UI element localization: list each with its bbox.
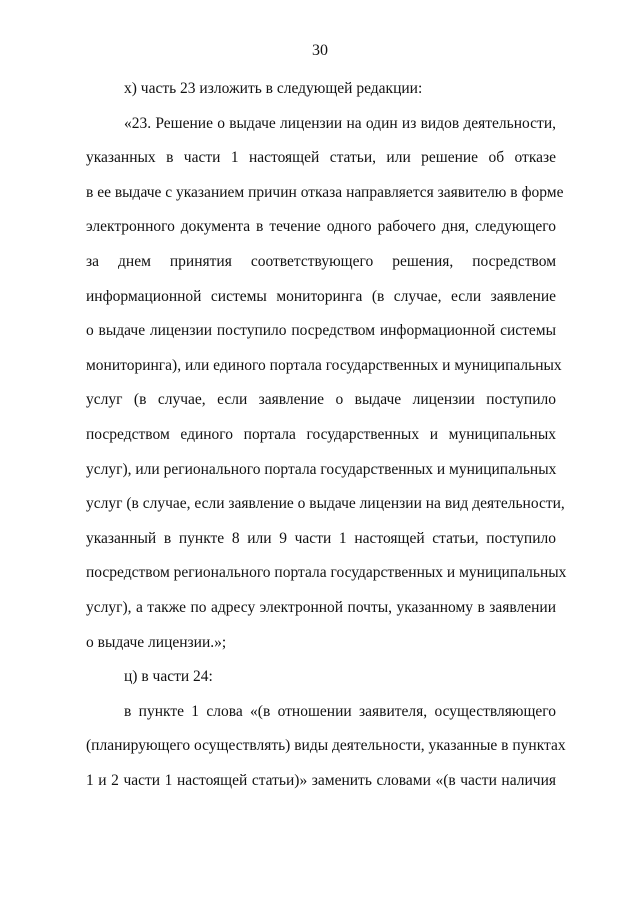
text-line: х) часть 23 изложить в следующей редакции: bbox=[124, 80, 423, 97]
text-line: услуг (в случае, если заявление о выдаче лицензии поступило bbox=[86, 391, 556, 409]
text-line: в пункте 1 слова «(в отношении заявителя, осуществляющего bbox=[124, 702, 556, 720]
text-line: информационной системы мониторинга (в случае, если заявление bbox=[86, 287, 556, 305]
text-line: о выдаче лицензии.»; bbox=[86, 633, 227, 651]
text-line: (планирующего осуществлять) виды деятельности, указанные в пунктах bbox=[86, 737, 566, 755]
text-line: 1 и 2 части 1 настоящей статьи)» заменить словами «(в части наличия bbox=[86, 771, 556, 789]
document-body bbox=[86, 79, 567, 805]
text-line: за днем принятия соответствующего решения, посредством bbox=[86, 252, 556, 270]
text-line: в ее выдаче с указанием причин отказа направляется заявителю в форме bbox=[86, 183, 564, 201]
page-number: 30 bbox=[312, 42, 328, 59]
text-line: указанный в пункте 8 или 9 части 1 настоящей статьи, поступило bbox=[86, 529, 556, 547]
text-line: посредством единого портала государственных и муниципальных bbox=[86, 425, 556, 443]
text-line: посредством регионального портала государственных и муниципальных bbox=[86, 564, 567, 582]
text-line: мониторинга), или единого портала государственных и муниципальных bbox=[86, 356, 562, 374]
text-line: ц) в части 24: bbox=[124, 668, 213, 686]
text-line: «23. Решение о выдаче лицензии на один из видов деятельности, bbox=[124, 114, 556, 132]
text-line: о выдаче лицензии поступило посредством информационной системы bbox=[86, 322, 556, 340]
text-line: указанных в части 1 настоящей статьи, или решение об отказе bbox=[86, 149, 556, 167]
text-line: услуг), или регионального портала государственных и муниципальных bbox=[86, 460, 557, 478]
text-line: электронного документа в течение одного рабочего дня, следующего bbox=[86, 218, 556, 236]
text-line: услуг), а также по адресу электронной почты, указанному в заявлении bbox=[86, 598, 556, 616]
text-line: услуг (в случае, если заявление о выдаче лицензии на вид деятельности, bbox=[86, 495, 565, 513]
